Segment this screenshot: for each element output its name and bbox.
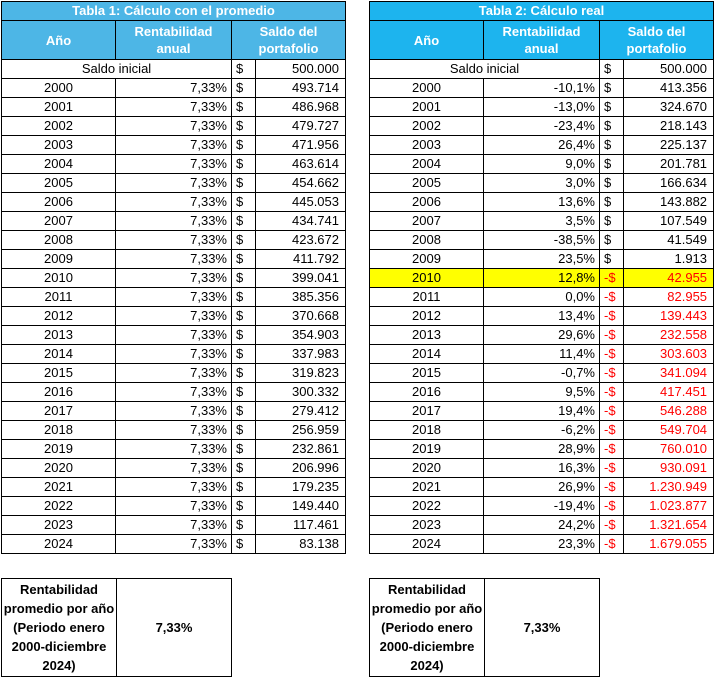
currency-cell: $ xyxy=(600,193,624,212)
year-cell: 2011 xyxy=(2,288,116,307)
table-row xyxy=(370,478,714,497)
year-cell: 2007 xyxy=(2,212,116,231)
balance-cell: 324.670 xyxy=(624,98,714,117)
currency-cell: -$ xyxy=(600,402,624,421)
balance-cell: 117.461 xyxy=(256,516,346,535)
currency-cell: $ xyxy=(232,98,256,117)
currency-cell: -$ xyxy=(600,459,624,478)
balance-cell: 413.356 xyxy=(624,79,714,98)
table-row xyxy=(370,98,714,117)
balance-cell: 319.823 xyxy=(256,364,346,383)
header-balance: Saldo del portafolio xyxy=(600,21,714,60)
currency-cell: $ xyxy=(600,155,624,174)
table-row xyxy=(370,440,714,459)
return-cell: -10,1% xyxy=(484,79,600,98)
return-cell: 7,33% xyxy=(116,478,232,497)
year-cell: 2024 xyxy=(370,535,484,554)
currency-cell: -$ xyxy=(600,421,624,440)
table-row xyxy=(2,79,346,98)
summary-label: Rentabilidad promedio por año (Periodo enero 2000-diciembre 2024) xyxy=(370,579,485,677)
return-cell: 7,33% xyxy=(116,288,232,307)
balance-cell: 546.288 xyxy=(624,402,714,421)
balance-cell: 486.968 xyxy=(256,98,346,117)
balance-cell: 760.010 xyxy=(624,440,714,459)
balance-cell: 149.440 xyxy=(256,497,346,516)
currency-cell: $ xyxy=(600,79,624,98)
initial-balance-value: 500.000 xyxy=(624,60,714,79)
currency-cell: $ xyxy=(232,345,256,364)
year-cell: 2023 xyxy=(370,516,484,535)
balance-cell: 279.412 xyxy=(256,402,346,421)
table-body xyxy=(370,79,714,554)
return-cell: 9,0% xyxy=(484,155,600,174)
year-cell: 2004 xyxy=(370,155,484,174)
return-cell: 7,33% xyxy=(116,231,232,250)
currency-cell: $ xyxy=(232,478,256,497)
currency-symbol: $ xyxy=(600,60,624,79)
currency-cell: $ xyxy=(232,326,256,345)
currency-cell: $ xyxy=(232,440,256,459)
return-cell: -6,2% xyxy=(484,421,600,440)
year-cell: 2021 xyxy=(370,478,484,497)
table-row xyxy=(370,326,714,345)
balance-cell: 1.913 xyxy=(624,250,714,269)
return-cell: 7,33% xyxy=(116,497,232,516)
table-row xyxy=(2,383,346,402)
currency-cell: $ xyxy=(232,421,256,440)
currency-cell: $ xyxy=(600,117,624,136)
year-cell: 2000 xyxy=(2,79,116,98)
return-cell: 24,2% xyxy=(484,516,600,535)
balance-cell: 399.041 xyxy=(256,269,346,288)
return-cell: 7,33% xyxy=(116,307,232,326)
balance-cell: 166.634 xyxy=(624,174,714,193)
year-cell: 2016 xyxy=(370,383,484,402)
year-cell: 2001 xyxy=(370,98,484,117)
balance-cell: 930.091 xyxy=(624,459,714,478)
currency-cell: $ xyxy=(232,497,256,516)
balance-cell: 1.023.877 xyxy=(624,497,714,516)
balance-cell: 232.558 xyxy=(624,326,714,345)
table-row xyxy=(2,440,346,459)
summary-label: Rentabilidad promedio por año (Periodo enero 2000-diciembre 2024) xyxy=(2,579,117,677)
balance-cell: 493.714 xyxy=(256,79,346,98)
return-cell: 7,33% xyxy=(116,402,232,421)
table-row xyxy=(2,231,346,250)
initial-balance-row xyxy=(370,60,714,79)
table-row xyxy=(370,155,714,174)
header-year: Año xyxy=(2,21,116,60)
return-cell: 13,6% xyxy=(484,193,600,212)
return-cell: 7,33% xyxy=(116,383,232,402)
table-row xyxy=(370,345,714,364)
currency-cell: $ xyxy=(232,250,256,269)
table-row xyxy=(2,516,346,535)
balance-cell: 370.668 xyxy=(256,307,346,326)
year-cell: 2016 xyxy=(2,383,116,402)
currency-cell: $ xyxy=(232,174,256,193)
table-row xyxy=(370,136,714,155)
currency-cell: $ xyxy=(232,79,256,98)
balance-cell: 471.956 xyxy=(256,136,346,155)
return-cell: 7,33% xyxy=(116,250,232,269)
currency-cell: $ xyxy=(600,174,624,193)
year-cell: 2004 xyxy=(2,155,116,174)
table-row xyxy=(2,193,346,212)
year-cell: 2003 xyxy=(370,136,484,155)
currency-cell: -$ xyxy=(600,535,624,554)
balance-cell: 232.861 xyxy=(256,440,346,459)
year-cell: 2001 xyxy=(2,98,116,117)
return-cell: 7,33% xyxy=(116,174,232,193)
currency-cell: $ xyxy=(232,535,256,554)
balance-cell: 1.679.055 xyxy=(624,535,714,554)
return-cell: 7,33% xyxy=(116,136,232,155)
year-cell: 2022 xyxy=(2,497,116,516)
currency-cell: $ xyxy=(232,307,256,326)
return-cell: 7,33% xyxy=(116,155,232,174)
year-cell: 2009 xyxy=(370,250,484,269)
initial-balance-value: 500.000 xyxy=(256,60,346,79)
currency-cell: -$ xyxy=(600,345,624,364)
currency-cell: -$ xyxy=(600,497,624,516)
return-cell: 7,33% xyxy=(116,98,232,117)
year-cell: 2023 xyxy=(2,516,116,535)
table-title: Tabla 2: Cálculo real xyxy=(370,2,714,21)
balance-cell: 411.792 xyxy=(256,250,346,269)
balance-cell: 201.781 xyxy=(624,155,714,174)
return-cell: 7,33% xyxy=(116,516,232,535)
year-cell: 2011 xyxy=(370,288,484,307)
summary-value: 7,33% xyxy=(485,579,600,677)
return-cell: 7,33% xyxy=(116,326,232,345)
balance-cell: 1.321.654 xyxy=(624,516,714,535)
return-cell: 13,4% xyxy=(484,307,600,326)
return-cell: 3,0% xyxy=(484,174,600,193)
table-row xyxy=(2,250,346,269)
year-cell: 2018 xyxy=(2,421,116,440)
year-cell: 2002 xyxy=(370,117,484,136)
year-cell: 2017 xyxy=(370,402,484,421)
table-row xyxy=(370,364,714,383)
return-cell: 19,4% xyxy=(484,402,600,421)
table-row xyxy=(2,421,346,440)
balance-cell: 300.332 xyxy=(256,383,346,402)
year-cell: 2013 xyxy=(370,326,484,345)
table-title: Tabla 1: Cálculo con el promedio xyxy=(2,2,346,21)
return-cell: 7,33% xyxy=(116,79,232,98)
initial-balance-label: Saldo inicial xyxy=(2,60,232,79)
table-row xyxy=(2,535,346,554)
balance-cell: 139.443 xyxy=(624,307,714,326)
currency-cell: $ xyxy=(600,136,624,155)
balance-cell: 179.235 xyxy=(256,478,346,497)
balance-cell: 206.996 xyxy=(256,459,346,478)
currency-cell: $ xyxy=(232,193,256,212)
year-cell: 2020 xyxy=(370,459,484,478)
table-row xyxy=(2,326,346,345)
year-cell: 2019 xyxy=(2,440,116,459)
year-cell: 2005 xyxy=(2,174,116,193)
year-cell: 2002 xyxy=(2,117,116,136)
currency-cell: $ xyxy=(232,516,256,535)
table-row xyxy=(2,155,346,174)
year-cell: 2007 xyxy=(370,212,484,231)
table-row xyxy=(370,174,714,193)
table-row xyxy=(370,497,714,516)
year-cell: 2014 xyxy=(2,345,116,364)
currency-cell: -$ xyxy=(600,440,624,459)
currency-cell: $ xyxy=(232,459,256,478)
initial-balance-label: Saldo inicial xyxy=(370,60,600,79)
currency-cell: $ xyxy=(232,117,256,136)
balance-cell: 434.741 xyxy=(256,212,346,231)
balance-cell: 218.143 xyxy=(624,117,714,136)
balance-cell: 354.903 xyxy=(256,326,346,345)
table-row xyxy=(2,364,346,383)
currency-cell: -$ xyxy=(600,288,624,307)
header-balance: Saldo del portafolio xyxy=(232,21,346,60)
return-cell: -0,7% xyxy=(484,364,600,383)
year-cell: 2019 xyxy=(370,440,484,459)
year-cell: 2003 xyxy=(2,136,116,155)
return-cell: 3,5% xyxy=(484,212,600,231)
return-cell: -13,0% xyxy=(484,98,600,117)
currency-cell: -$ xyxy=(600,364,624,383)
currency-cell: $ xyxy=(232,269,256,288)
year-cell: 2024 xyxy=(2,535,116,554)
table-row xyxy=(370,516,714,535)
return-cell: 23,5% xyxy=(484,250,600,269)
balance-cell: 417.451 xyxy=(624,383,714,402)
balance-cell: 445.053 xyxy=(256,193,346,212)
year-cell: 2006 xyxy=(370,193,484,212)
table-row xyxy=(2,307,346,326)
balance-cell: 463.614 xyxy=(256,155,346,174)
year-cell: 2012 xyxy=(370,307,484,326)
balance-cell: 41.549 xyxy=(624,231,714,250)
return-cell: 7,33% xyxy=(116,345,232,364)
table-row xyxy=(2,269,346,288)
balance-cell: 143.882 xyxy=(624,193,714,212)
return-cell: 12,8% xyxy=(484,269,600,288)
table-row xyxy=(370,307,714,326)
table-row xyxy=(2,117,346,136)
currency-cell: -$ xyxy=(600,269,624,288)
summary-box-real xyxy=(369,578,600,677)
balance-cell: 385.356 xyxy=(256,288,346,307)
table-row xyxy=(2,345,346,364)
return-cell: -23,4% xyxy=(484,117,600,136)
table-row xyxy=(370,79,714,98)
return-cell: 7,33% xyxy=(116,364,232,383)
return-cell: 9,5% xyxy=(484,383,600,402)
table-body xyxy=(2,79,346,554)
currency-cell: $ xyxy=(600,231,624,250)
return-cell: 7,33% xyxy=(116,117,232,136)
header-return: Rentabilidad anual xyxy=(484,21,600,60)
return-cell: 7,33% xyxy=(116,193,232,212)
return-cell: 7,33% xyxy=(116,421,232,440)
return-cell: 7,33% xyxy=(116,212,232,231)
balance-cell: 82.955 xyxy=(624,288,714,307)
currency-cell: $ xyxy=(232,136,256,155)
currency-cell: -$ xyxy=(600,516,624,535)
year-cell: 2015 xyxy=(370,364,484,383)
return-cell: 26,4% xyxy=(484,136,600,155)
table-row xyxy=(2,98,346,117)
table-row xyxy=(370,402,714,421)
balance-cell: 42.955 xyxy=(624,269,714,288)
currency-cell: $ xyxy=(232,212,256,231)
summary-value: 7,33% xyxy=(117,579,232,677)
year-cell: 2008 xyxy=(370,231,484,250)
balance-cell: 107.549 xyxy=(624,212,714,231)
table-calculo-promedio xyxy=(1,1,346,554)
currency-cell: $ xyxy=(232,364,256,383)
balance-cell: 256.959 xyxy=(256,421,346,440)
currency-cell: $ xyxy=(232,155,256,174)
balance-cell: 225.137 xyxy=(624,136,714,155)
currency-symbol: $ xyxy=(232,60,256,79)
return-cell: 26,9% xyxy=(484,478,600,497)
balance-cell: 423.672 xyxy=(256,231,346,250)
balance-cell: 337.983 xyxy=(256,345,346,364)
year-cell: 2008 xyxy=(2,231,116,250)
table-row xyxy=(370,117,714,136)
return-cell: 23,3% xyxy=(484,535,600,554)
table-row xyxy=(2,212,346,231)
return-cell: 7,33% xyxy=(116,440,232,459)
year-cell: 2010 xyxy=(370,269,484,288)
year-cell: 2005 xyxy=(370,174,484,193)
return-cell: 0,0% xyxy=(484,288,600,307)
table-row xyxy=(2,402,346,421)
balance-cell: 303.603 xyxy=(624,345,714,364)
currency-cell: $ xyxy=(232,383,256,402)
table-row xyxy=(370,231,714,250)
return-cell: 7,33% xyxy=(116,535,232,554)
table-row xyxy=(370,421,714,440)
table-row xyxy=(370,535,714,554)
year-cell: 2013 xyxy=(2,326,116,345)
year-cell: 2021 xyxy=(2,478,116,497)
currency-cell: $ xyxy=(600,98,624,117)
table-row xyxy=(2,478,346,497)
table-row xyxy=(2,497,346,516)
balance-cell: 83.138 xyxy=(256,535,346,554)
return-cell: 28,9% xyxy=(484,440,600,459)
return-cell: 7,33% xyxy=(116,459,232,478)
currency-cell: $ xyxy=(232,231,256,250)
balance-cell: 549.704 xyxy=(624,421,714,440)
year-cell: 2012 xyxy=(2,307,116,326)
table-row xyxy=(370,459,714,478)
table-calculo-real xyxy=(369,1,714,554)
currency-cell: $ xyxy=(600,212,624,231)
table-row xyxy=(2,136,346,155)
year-cell: 2015 xyxy=(2,364,116,383)
table-row xyxy=(370,288,714,307)
table-row xyxy=(2,288,346,307)
return-cell: 16,3% xyxy=(484,459,600,478)
year-cell: 2017 xyxy=(2,402,116,421)
year-cell: 2006 xyxy=(2,193,116,212)
initial-balance-row xyxy=(2,60,346,79)
year-cell: 2020 xyxy=(2,459,116,478)
year-cell: 2009 xyxy=(2,250,116,269)
return-cell: 11,4% xyxy=(484,345,600,364)
return-cell: 7,33% xyxy=(116,269,232,288)
table-row xyxy=(370,269,714,288)
return-cell: 29,6% xyxy=(484,326,600,345)
currency-cell: -$ xyxy=(600,383,624,402)
return-cell: -38,5% xyxy=(484,231,600,250)
currency-cell: -$ xyxy=(600,326,624,345)
year-cell: 2014 xyxy=(370,345,484,364)
currency-cell: -$ xyxy=(600,307,624,326)
table-row xyxy=(370,212,714,231)
return-cell: -19,4% xyxy=(484,497,600,516)
balance-cell: 341.094 xyxy=(624,364,714,383)
table-row xyxy=(370,383,714,402)
table-row xyxy=(2,174,346,193)
header-return: Rentabilidad anual xyxy=(116,21,232,60)
year-cell: 2022 xyxy=(370,497,484,516)
table-row xyxy=(370,250,714,269)
summary-box-promedio xyxy=(1,578,232,677)
table-row xyxy=(370,193,714,212)
balance-cell: 479.727 xyxy=(256,117,346,136)
currency-cell: $ xyxy=(232,402,256,421)
currency-cell: $ xyxy=(600,250,624,269)
year-cell: 2018 xyxy=(370,421,484,440)
balance-cell: 454.662 xyxy=(256,174,346,193)
table-row xyxy=(2,459,346,478)
year-cell: 2000 xyxy=(370,79,484,98)
header-year: Año xyxy=(370,21,484,60)
currency-cell: -$ xyxy=(600,478,624,497)
currency-cell: $ xyxy=(232,288,256,307)
year-cell: 2010 xyxy=(2,269,116,288)
balance-cell: 1.230.949 xyxy=(624,478,714,497)
